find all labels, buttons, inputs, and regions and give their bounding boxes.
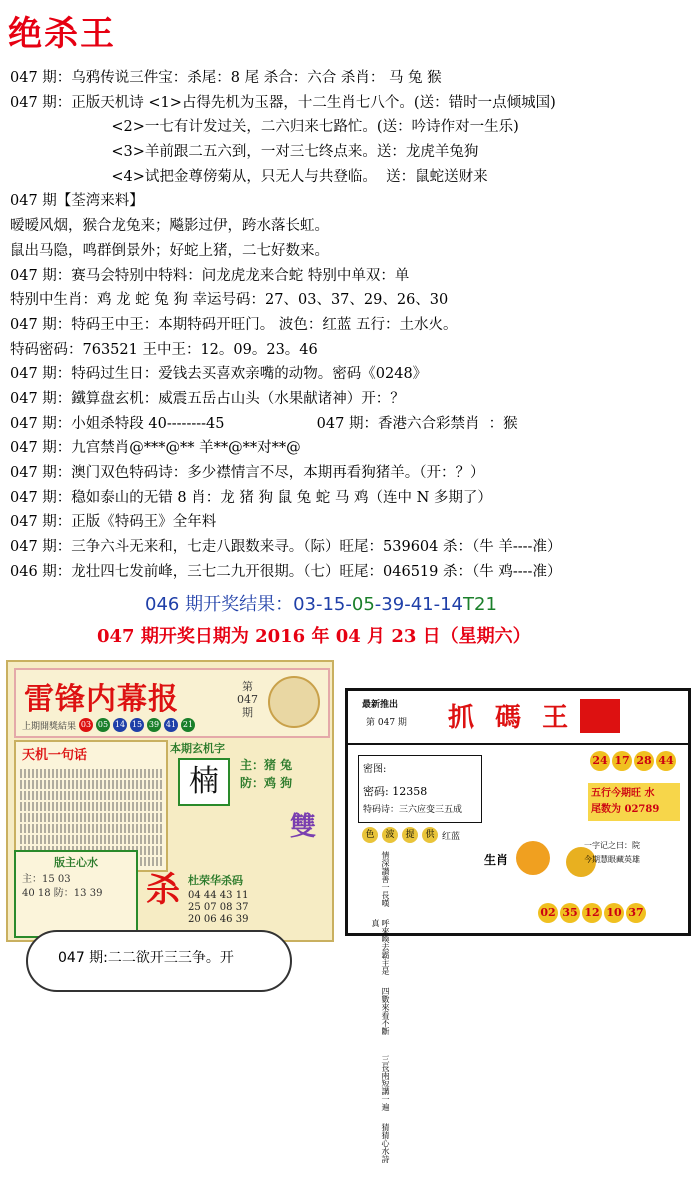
- line: 047 期：特码过生日：爱钱去买喜欢亲嘴的动物。密码《0248》: [10, 366, 428, 383]
- red-block: [580, 699, 620, 733]
- divider: [348, 743, 688, 745]
- line: <2>一七有计发过关，二六归来七路忙。(送：吟诗作对一生乐): [10, 119, 519, 136]
- result-number: 41: [410, 594, 434, 615]
- ball: 03: [79, 718, 93, 732]
- ball: 14: [113, 718, 127, 732]
- xuanji-char: 楠: [178, 758, 230, 806]
- line: 047 期：小姐杀特段 40--------45 047 期：香港六合彩禁肖 ：猴: [10, 415, 518, 432]
- ball: 39: [147, 718, 161, 732]
- line: 047 期：鐵算盘玄机：威震五岳占山头（水果献诸神）开：？: [10, 390, 405, 407]
- ball: 28: [634, 751, 654, 771]
- mima-card: 密图: 密码: 12358 特码诗：三六应变三五成: [358, 755, 482, 823]
- poster2-title: 抓 碼 王: [448, 703, 575, 733]
- top-number-balls: [590, 751, 676, 771]
- ball: 41: [164, 718, 178, 732]
- line: 047 期：澳门双色特码诗：多少襟情言不尽，本期再看狗猪羊。（开：？）: [10, 465, 485, 481]
- burst-icon: [516, 841, 550, 875]
- ball: 21: [181, 718, 195, 732]
- page-title: 绝杀王: [8, 14, 116, 54]
- xuanji-box: 本期玄机字 楠 主：猪 兔 防：鸡 狗 雙: [170, 742, 317, 842]
- line: 047 期：正版《特码王》全年料: [10, 514, 217, 531]
- result-number: 39: [381, 594, 405, 615]
- line: 047 期：三争六斗无来和，七走八跟数来寻。（际）旺尾：539604 杀：（牛 羊----准）: [10, 539, 562, 556]
- shuang-char: 雙: [290, 812, 317, 842]
- ball: 24: [590, 751, 610, 771]
- result-number: 03: [293, 594, 316, 615]
- banzhu-box: 版主心水 主：15 03 40 18 防：13 39: [14, 850, 138, 938]
- verse-columns: 情深讃善一長嘆 呼來喚去霸主是真 四數來看不斷 三長兩短講一遍 猜猜心水詩: [371, 851, 390, 1163]
- ball: 02: [538, 903, 558, 923]
- prediction-lines: [10, 66, 685, 584]
- zhu-fang: 主：猪 兔 防：鸡 狗: [240, 758, 293, 790]
- line: <4>试把金尊傍菊从，只无人与共登临。 送：鼠蛇送财来: [10, 168, 488, 185]
- poster-issue: 第 047 期: [237, 680, 258, 719]
- line: <3>羊前跟二五六到，一对三七终点来。送：龙虎羊兔狗: [10, 144, 479, 161]
- result-number: 05: [351, 594, 375, 615]
- line: 047 期：乌鸦传说三件宝：杀尾：8 尾 杀合：六合 杀肖： 马 兔 猴: [10, 70, 442, 86]
- poster2-header: 最新推出 第 047 期 抓 碼 王: [348, 691, 688, 741]
- line: 047 期：正版天机诗 <1>占得先机为玉器，十二生肖七八个。(送：错时一点倾城国): [10, 94, 556, 111]
- poster-header: [14, 668, 330, 738]
- result-number: 14: [440, 594, 464, 615]
- ball: 15: [130, 718, 144, 732]
- cloud-text: 047 期:二二欲开三三争。开: [58, 950, 234, 966]
- result-label: 046 期开奖结果：: [145, 594, 294, 615]
- color-chips: 色 波 提 供 红蓝: [362, 827, 460, 843]
- ball: 44: [656, 751, 676, 771]
- line: 047 期：特码王中王：本期特码开旺门。 波色：红蓝 五行：土水火。: [10, 316, 458, 333]
- line: 047 期：稳如泰山的无错 8 肖：龙 猪 狗 鼠 兔 蛇 马 鸡（连中 N 多期了）: [10, 489, 492, 506]
- ball: 05: [96, 718, 110, 732]
- sha-ma-box: 杜荣华杀码 04 44 43 11 25 07 08 37 20 06 46 39: [188, 874, 249, 925]
- draw-result: 046 期开奖结果：03-15-05-39-41-14T21: [145, 594, 497, 615]
- line: 暧暧风烟，猴合龙兔来；飚影过伊，跨水落长虹。: [10, 218, 329, 235]
- sha-char: 杀: [146, 870, 180, 910]
- note-text: 一字记之曰：院 今期慧眼藏英雄: [584, 841, 640, 864]
- line: 047 期【荃湾来料】: [10, 193, 144, 210]
- draw-date: 047 期开奖日期为 2016 年 04 月 23 日（星期六）: [97, 626, 531, 647]
- logo-icon: [268, 676, 320, 728]
- left-poster-image: [6, 660, 334, 942]
- right-poster-image: 最新推出 第 047 期 抓 碼 王 密图: 密码: 12358 特码诗：三六应变三五成 24 17 28 44 五行今期旺 水 尾数为 02789 色 波 提 供 红蓝 情深讃善一長嘆 呼來喚去霸主是真 四數來看不斷 三長兩短講一遍 猜猜心水詩 生肖 一字记之曰：院 今期慧眼藏英雄 02 35 12 10 37: [345, 688, 691, 936]
- prev-result-balls: 上期開獎結果 03 05 14 15 39 41 21: [22, 720, 194, 732]
- line: 047 期：赛马会特别中特料：问龙虎龙来合蛇 特别中单双：单: [10, 267, 410, 284]
- tianji-box: 天机一句话: [14, 740, 168, 872]
- ball: 10: [604, 903, 624, 923]
- wuxing-info: 五行今期旺 水 尾数为 02789: [588, 783, 680, 821]
- bottom-number-balls: [538, 903, 646, 923]
- line: 特码密码：763521 王中王：12。09。23。46: [10, 341, 318, 358]
- line: 047 期：九宫禁肖@***@** 羊**@**对**@: [10, 440, 301, 457]
- ball: 17: [612, 751, 632, 771]
- ball: 35: [560, 903, 580, 923]
- result-special: T21: [463, 594, 497, 615]
- ball: 12: [582, 903, 602, 923]
- line: 046 期：龙壮四七发前峰，三七二九开很期。（七）旺尾：046519 杀：（牛 鸡----准）: [10, 563, 562, 580]
- line: 特别中生肖：鸡 龙 蛇 兔 狗 幸运号码：27、03、37、29、26、30: [10, 292, 449, 309]
- poster-title: 雷锋内幕报: [24, 682, 179, 717]
- result-number: 15: [322, 594, 346, 615]
- ball: 37: [626, 903, 646, 923]
- line: 鼠出马隐，鸣群倒景外；好蛇上猪，二七好数来。: [10, 242, 329, 259]
